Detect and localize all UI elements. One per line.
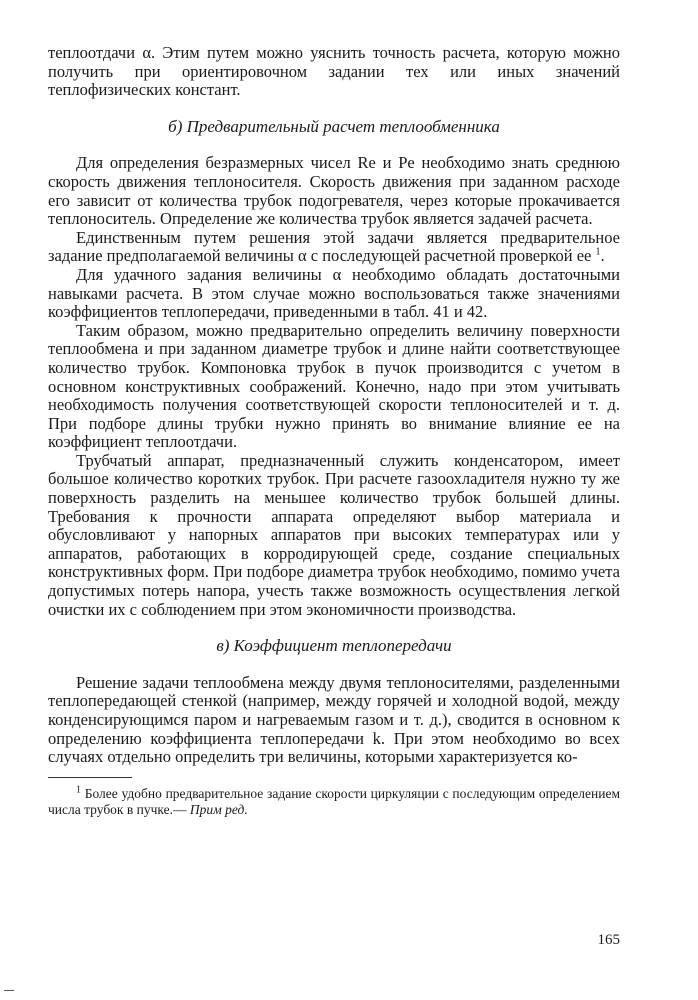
paragraph-4: Таким образом, можно предварительно определить величину поверхности теплообмена и при заданном диаметре трубок и длине найти соответствующее количество трубок. Компоновка трубок в пучок производится с учетом в основном конструктивных соображений. Конечно, надо при этом учитывать необходимость получения соответствующей скорости теплоносителей и т. д. При подборе длины трубки нужно принять во внимание влияние ее на коэффициент теплоотдачи. (48, 320, 620, 452)
paragraph-5: Трубчатый аппарат, предназначенный служить конденсатором, имеет большое количество коротких трубок. При расчете газоохладителя нужно ту же поверхность разделить на меньшее количество трубок большей длины. Требования к прочности аппарата определяют выбор материала и обусловливают у напорных аппаратов при высоких температурах или у аппаратов, работающих в корродирующей среде, создание специальных конструктивных форм. При подборе диаметра трубок необходимо, помимо учета допустимых потерь напора, учесть также возможность осуществления легкой очистки их с соблюдением при этом экономичности производства. (48, 450, 620, 619)
section-heading-b: б) Предварительный расчет теплообменника (168, 116, 500, 136)
paragraph-1: Для определения безразмерных чисел Re и Pe необходимо знать среднюю скорость движения теплоносителя. Скорость движения при заданном расходе его зависит от количества трубок подогревателя, через которые прокачивается теплоноситель. Определение же количества трубок является задачей расчета. (48, 153, 620, 229)
paragraph-2 (48, 229, 620, 266)
paragraph-6: Решение задачи теплообмена между двумя теплоносителями, разделенными теплопередающей стенкой (например, между горячей и холодной водой, между конденсирующимся паром и нагреваемым газом и т. д.), сводится в основном к определению коэффициента теплопередачи k. При этом необходимо во всех случаях отдельно определить три величины, которыми характеризуется ко- (48, 672, 620, 767)
footnote-editor-note: Прим ред. (189, 801, 248, 817)
footnote-text: Более удобно предварительное задание скорости циркуляции с последующим определением числа трубок в пучке.— (48, 785, 620, 817)
footnote-ref: 1 (595, 246, 601, 258)
page-number: 165 (597, 932, 620, 948)
paragraph-2-text: Единственным путем решения этой задачи является предварительное задание предполагаемой величины α с последующей расчетной проверкой ее (48, 227, 620, 266)
section-heading-v: в) Коэффициент теплопередачи (216, 636, 452, 656)
paragraph-2-end: . (600, 246, 605, 266)
footnote-number: 1 (76, 784, 81, 796)
paragraph-3: Для удачного задания величины α необходимо обладать достаточными навыками расчета. В этом случае можно воспользоваться также значениями коэффициентов теплопередачи, приведенными в табл. 41 и 42. (48, 264, 620, 322)
footnote (48, 786, 620, 818)
page-body (48, 44, 620, 818)
scan-edge-mark (4, 990, 14, 991)
paragraph-continuation: теплоотдачи α. Этим путем можно уяснить точность расчета, которую можно получить при ориентировочном задании тех или иных значений теплофизических констант. (48, 43, 620, 100)
footnote-divider (48, 777, 132, 778)
